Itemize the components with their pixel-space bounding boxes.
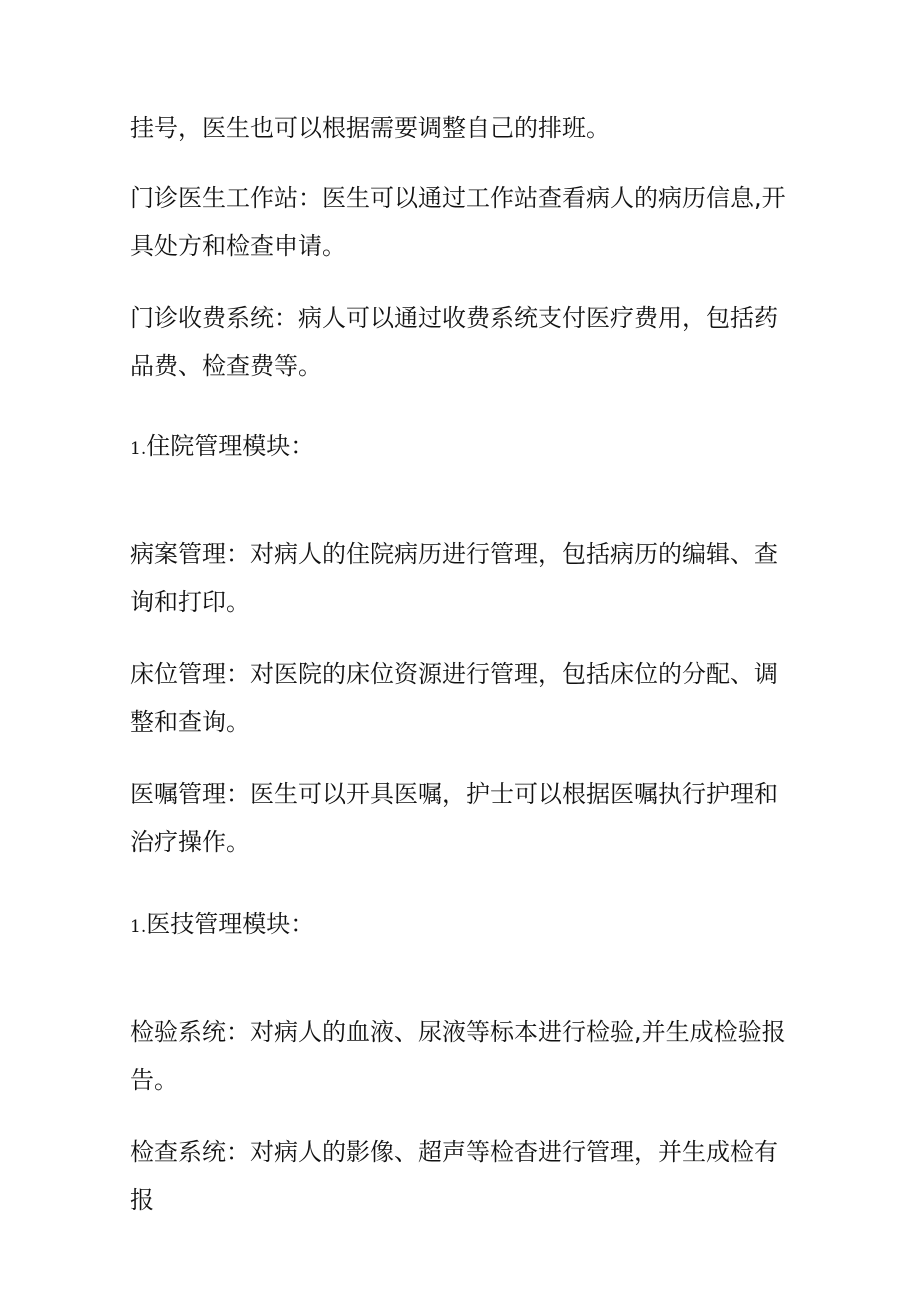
paragraph-outpatient-billing: 门诊收费系统：病人可以通过收费系统支付医疗费用，包括药品费、检查费等。 [130, 304, 778, 380]
paragraph-medical-records: 病案管理：对病人的住院病历进行管理，包括病历的编辑、查询和打印。 [130, 540, 778, 616]
paragraph-exam-system: 检查系统：对病人的影像、超声等检杳进行管理，并生成检有报 [130, 1138, 778, 1214]
heading-number: 1. [130, 917, 147, 937]
paragraph-medical-orders: 医嘱管理：医生可以开具医嘱，护士可以根据医嘱执行护理和治疗操作。 [130, 780, 778, 856]
heading-inpatient-module [130, 426, 790, 469]
paragraph-bed-management: 床位管理：对医院的床位资源进行管理，包括床位的分配、调整和查询。 [130, 660, 778, 736]
paragraph-scheduling: 挂号，医生也可以根据需要调整自己的排班。 [130, 114, 610, 142]
heading-medtech-module [130, 904, 790, 947]
heading-text: 医技管理模块： [146, 910, 315, 938]
heading-text: 住院管理模块： [146, 432, 315, 460]
paragraph-lab-system: 检验系统：对病人的血液、尿液等标本进行检验,并生成检验报告。 [130, 1018, 786, 1094]
paragraph-outpatient-doctor-workstation: 门诊医生工作站：医生可以通过工作站查看病人的病历信息,开具处方和检查申请。 [130, 184, 786, 260]
heading-number: 1. [130, 439, 147, 459]
